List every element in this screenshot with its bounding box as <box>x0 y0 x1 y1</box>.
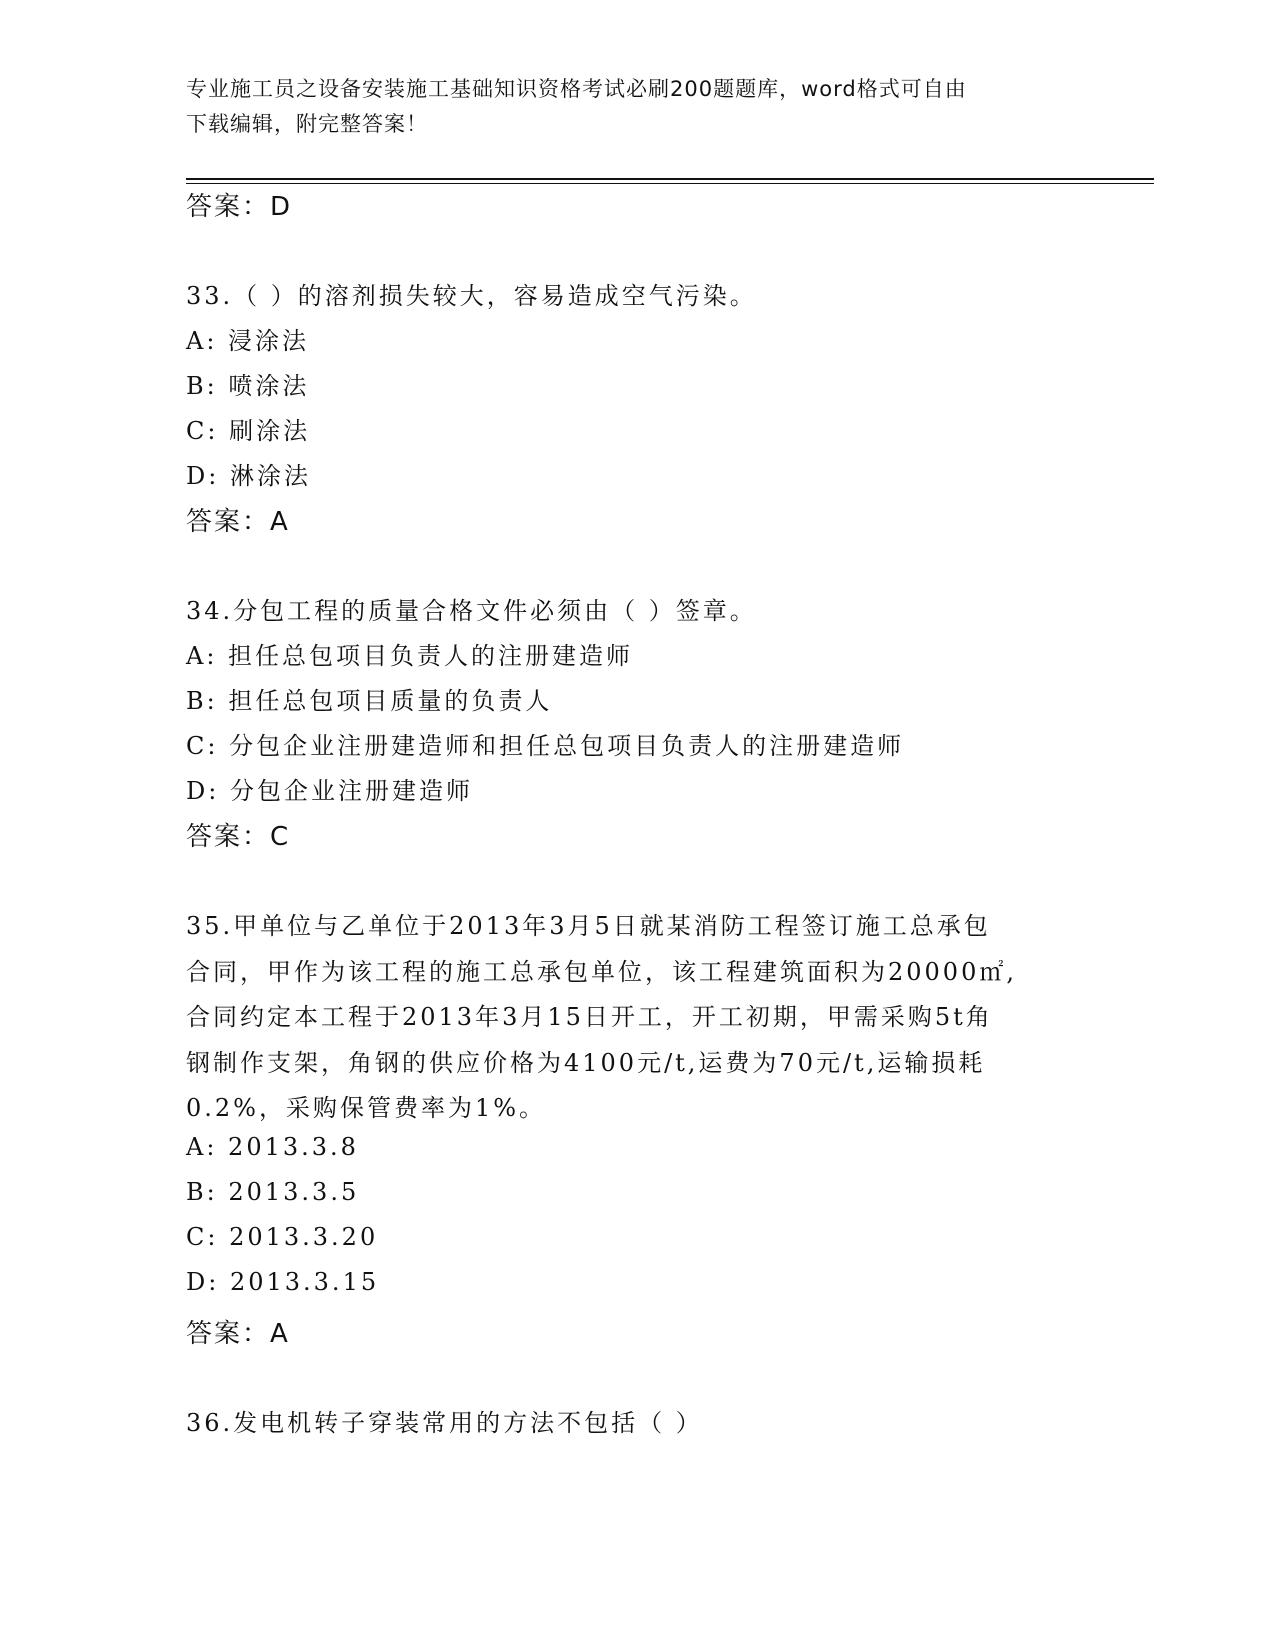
header-rule-thick <box>186 178 1154 180</box>
header-rule-thin <box>186 183 1154 184</box>
q35-stem <box>186 904 1086 1132</box>
q34-option-a: A: 担任总包项目负责人的注册建造师 <box>186 642 634 670</box>
q36-stem: 36.发电机转子穿装常用的方法不包括（ ） <box>186 1409 703 1437</box>
q35-stem-line-3: 合同约定本工程于2013年3月15日开工，开工初期，甲需采购5t角 <box>186 1003 993 1031</box>
q34-option-c: C: 分包企业注册建造师和担任总包项目负责人的注册建造师 <box>186 732 905 760</box>
q35-option-c: C: 2013.3.20 <box>186 1223 379 1251</box>
q34-answer: 答案：C <box>186 822 291 852</box>
q34-option-b: B: 担任总包项目质量的负责人 <box>186 687 553 715</box>
q35-option-a: A: 2013.3.8 <box>186 1133 359 1161</box>
q34-stem: 34.分包工程的质量合格文件必须由（ ）签章。 <box>186 597 757 625</box>
q33-stem: 33.（ ）的溶剂损失较大，容易造成空气污染。 <box>186 282 757 310</box>
q35-stem-line-1: 35.甲单位与乙单位于2013年3月5日就某消防工程签订施工总承包 <box>186 912 991 940</box>
q33-answer: 答案：A <box>186 507 290 537</box>
q34-option-d: D: 分包企业注册建造师 <box>186 777 473 805</box>
q35-option-b: B: 2013.3.5 <box>186 1178 360 1206</box>
header-line-1: 专业施工员之设备安装施工基础知识资格考试必刷200题题库，word格式可自由 <box>186 77 967 101</box>
q35-stem-line-5: 0.2%，采购保管费率为1%。 <box>186 1094 547 1122</box>
q35-option-d: D: 2013.3.15 <box>186 1268 380 1296</box>
answer-prev: 答案：D <box>186 192 293 222</box>
header-line-2: 下载编辑，附完整答案！ <box>186 112 428 136</box>
q35-stem-line-4: 钢制作支架，角钢的供应价格为4100元/t,运费为70元/t,运输损耗 <box>186 1048 986 1077</box>
q33-option-b: B: 喷涂法 <box>186 372 310 400</box>
q33-option-c: C: 刷涂法 <box>186 417 311 445</box>
q33-option-d: D: 淋涂法 <box>186 462 311 490</box>
document-header <box>186 72 1066 142</box>
q33-option-a: A: 浸涂法 <box>186 327 310 355</box>
q35-answer: 答案：A <box>186 1319 290 1349</box>
q35-stem-line-2: 合同，甲作为该工程的施工总承包单位，该工程建筑面积为20000㎡, <box>186 957 1017 986</box>
